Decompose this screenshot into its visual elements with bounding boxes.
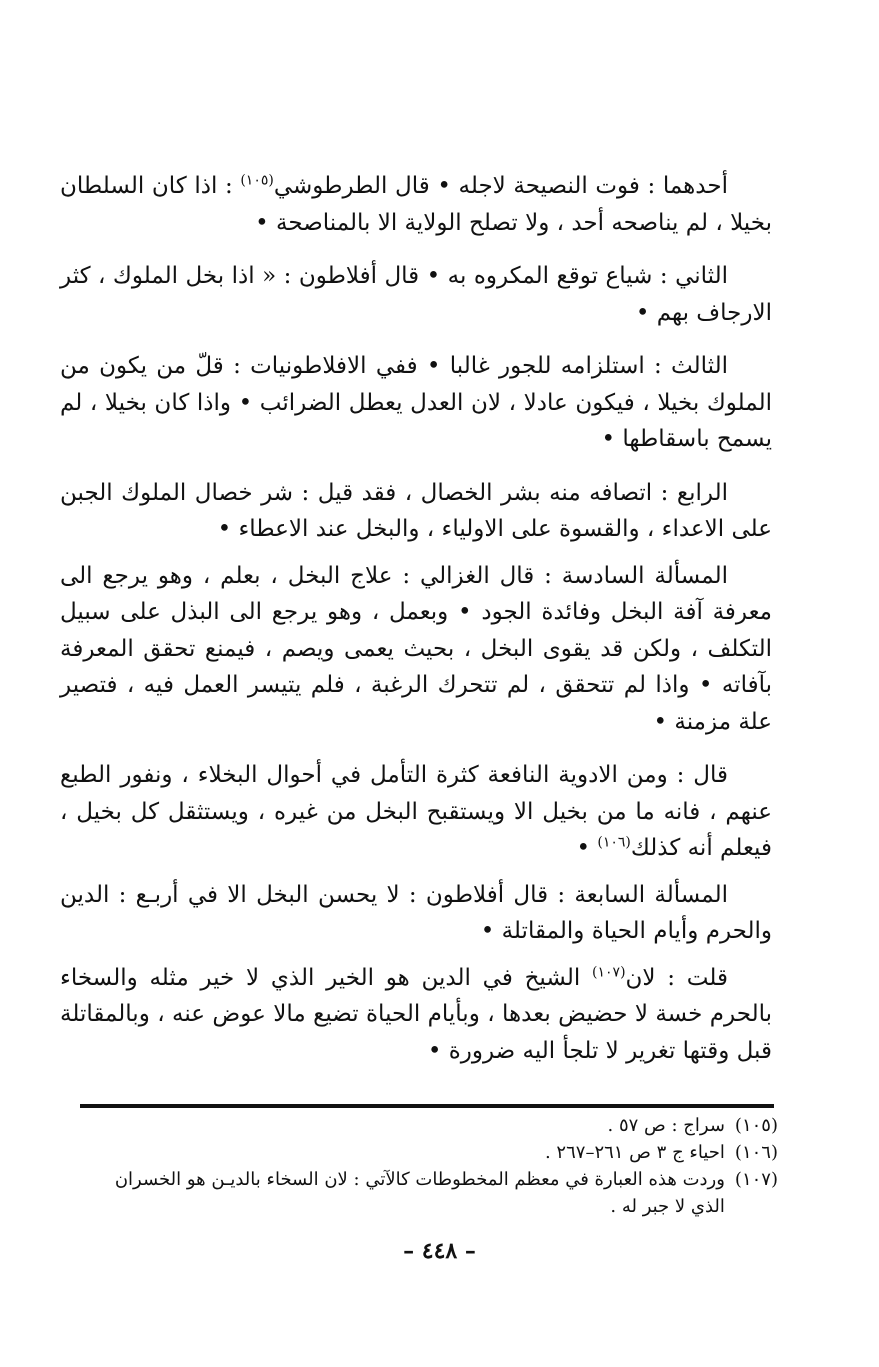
paragraph-8-text-b: الشيخ في الدين هو الخير الذي لا خير مثله والسخاء بالحرم خسة لا حضيض بعدها ، وبأيام الحياة تضيع مالا عوض عنه ، وبالمقاتلة قبل وقتها تغرير لا تلجأ اليه ضرورة •	[60, 964, 772, 1064]
paragraph-3-text: الثالث : استلزامه للجور غالبا • ففي الافلاطونيات : قلّ من يكون من الملوك بخيلا ، فيكون عادلا ، لان العدل يعطل الضرائب • واذا كان بخيلا ، لم يسمح باسقاطها •	[60, 353, 772, 452]
paragraph-4-text: الرابع : اتصافه منه بشر الخصال ، فقد قيل : شر خصال الملوك الجبن على الاعداء ، والقسوة على الاولياء ، والبخل عند الاعطاء •	[60, 479, 772, 542]
paragraph-2-text: الثاني : شياع توقع المكروه به • قال أفلاطون : « اذا بخل الملوك ، كثر الارجاف بهم •	[60, 263, 772, 326]
paragraph-2	[60, 258, 772, 331]
paragraph-8-text-a: قلت : لان	[625, 964, 728, 991]
paragraph-5	[60, 558, 772, 741]
footnote-number: (١٠٥)	[734, 1115, 778, 1136]
paragraph-3	[60, 348, 772, 458]
paragraph-7-text: المسألة السابعة : قال أفلاطون : لا يحسن البخل الا في أربـع : الدين والحرم وأيام الحياة والمقاتلة •	[60, 881, 772, 944]
footnote-number: (١٠٧)	[734, 1169, 778, 1190]
paragraph-6	[60, 757, 772, 867]
footnote-105	[80, 1112, 778, 1139]
footnote-text: احياء ج ٣ ص ٢٦١–٢٦٧ .	[544, 1142, 725, 1163]
footnote-divider	[80, 1104, 774, 1108]
footnote-ref-106: (١٠٦)	[597, 834, 631, 851]
footnote-text: سراج : ص ٥٧ .	[607, 1115, 725, 1136]
paragraph-7	[60, 877, 772, 950]
paragraph-8	[60, 960, 772, 1070]
paragraph-6-text-a: قال : ومن الادوية النافعة كثرة التأمل في أحوال البخلاء ، ونفور الطبع عنهم ، فانه ما من بخيل الا ويستقبح البخل من غيره ، ويستثقل كل بخيل ، فيعلم أنه كذلك	[60, 762, 772, 861]
paragraph-1	[60, 168, 772, 241]
paragraph-1-text-b: : اذا كان السلطان بخيلا ، لم يناصحه أحد ، ولا تصلح الولاية الا بالمناصحة •	[60, 173, 772, 236]
footnote-number: (١٠٦)	[734, 1142, 778, 1163]
paragraph-6-text-b: •	[576, 835, 598, 861]
paragraph-5-text: المسألة السادسة : قال الغزالي : علاج البخل ، بعلم ، وهو يرجع الى معرفة آفة البخل وفائدة الجود • وبعمل ، وهو يرجع الى البذل على سبيل التكلف ، ولكن قد يقوى البخل ، بحيث يعمى ويصم ، فيمنع تحقق المعرفة بآفاته • واذا لم تتحقق ، لم تتحرك الرغبة ، فلم يتيسر العمل فيه ، فتصير علة مزمنة •	[60, 562, 772, 735]
footnote-text: وردت هذه العبارة في معظم المخطوطات كالآتي : لان السخاء بالديـن هو الخسران الذي لا جبر له .	[114, 1169, 725, 1217]
footnote-ref-105: (١٠٥)	[240, 172, 274, 189]
footnotes	[80, 1112, 778, 1220]
paragraph-4	[60, 475, 772, 548]
footnote-107	[80, 1166, 778, 1220]
footnote-ref-107: (١٠٧)	[592, 963, 626, 980]
footnote-106	[80, 1139, 778, 1166]
page-number: – ٤٤٨ –	[403, 1238, 476, 1264]
main-text	[60, 168, 772, 1086]
paragraph-1-text-a: أحدهما : فوت النصيحة لاجله • قال الطرطوشي	[273, 173, 728, 199]
